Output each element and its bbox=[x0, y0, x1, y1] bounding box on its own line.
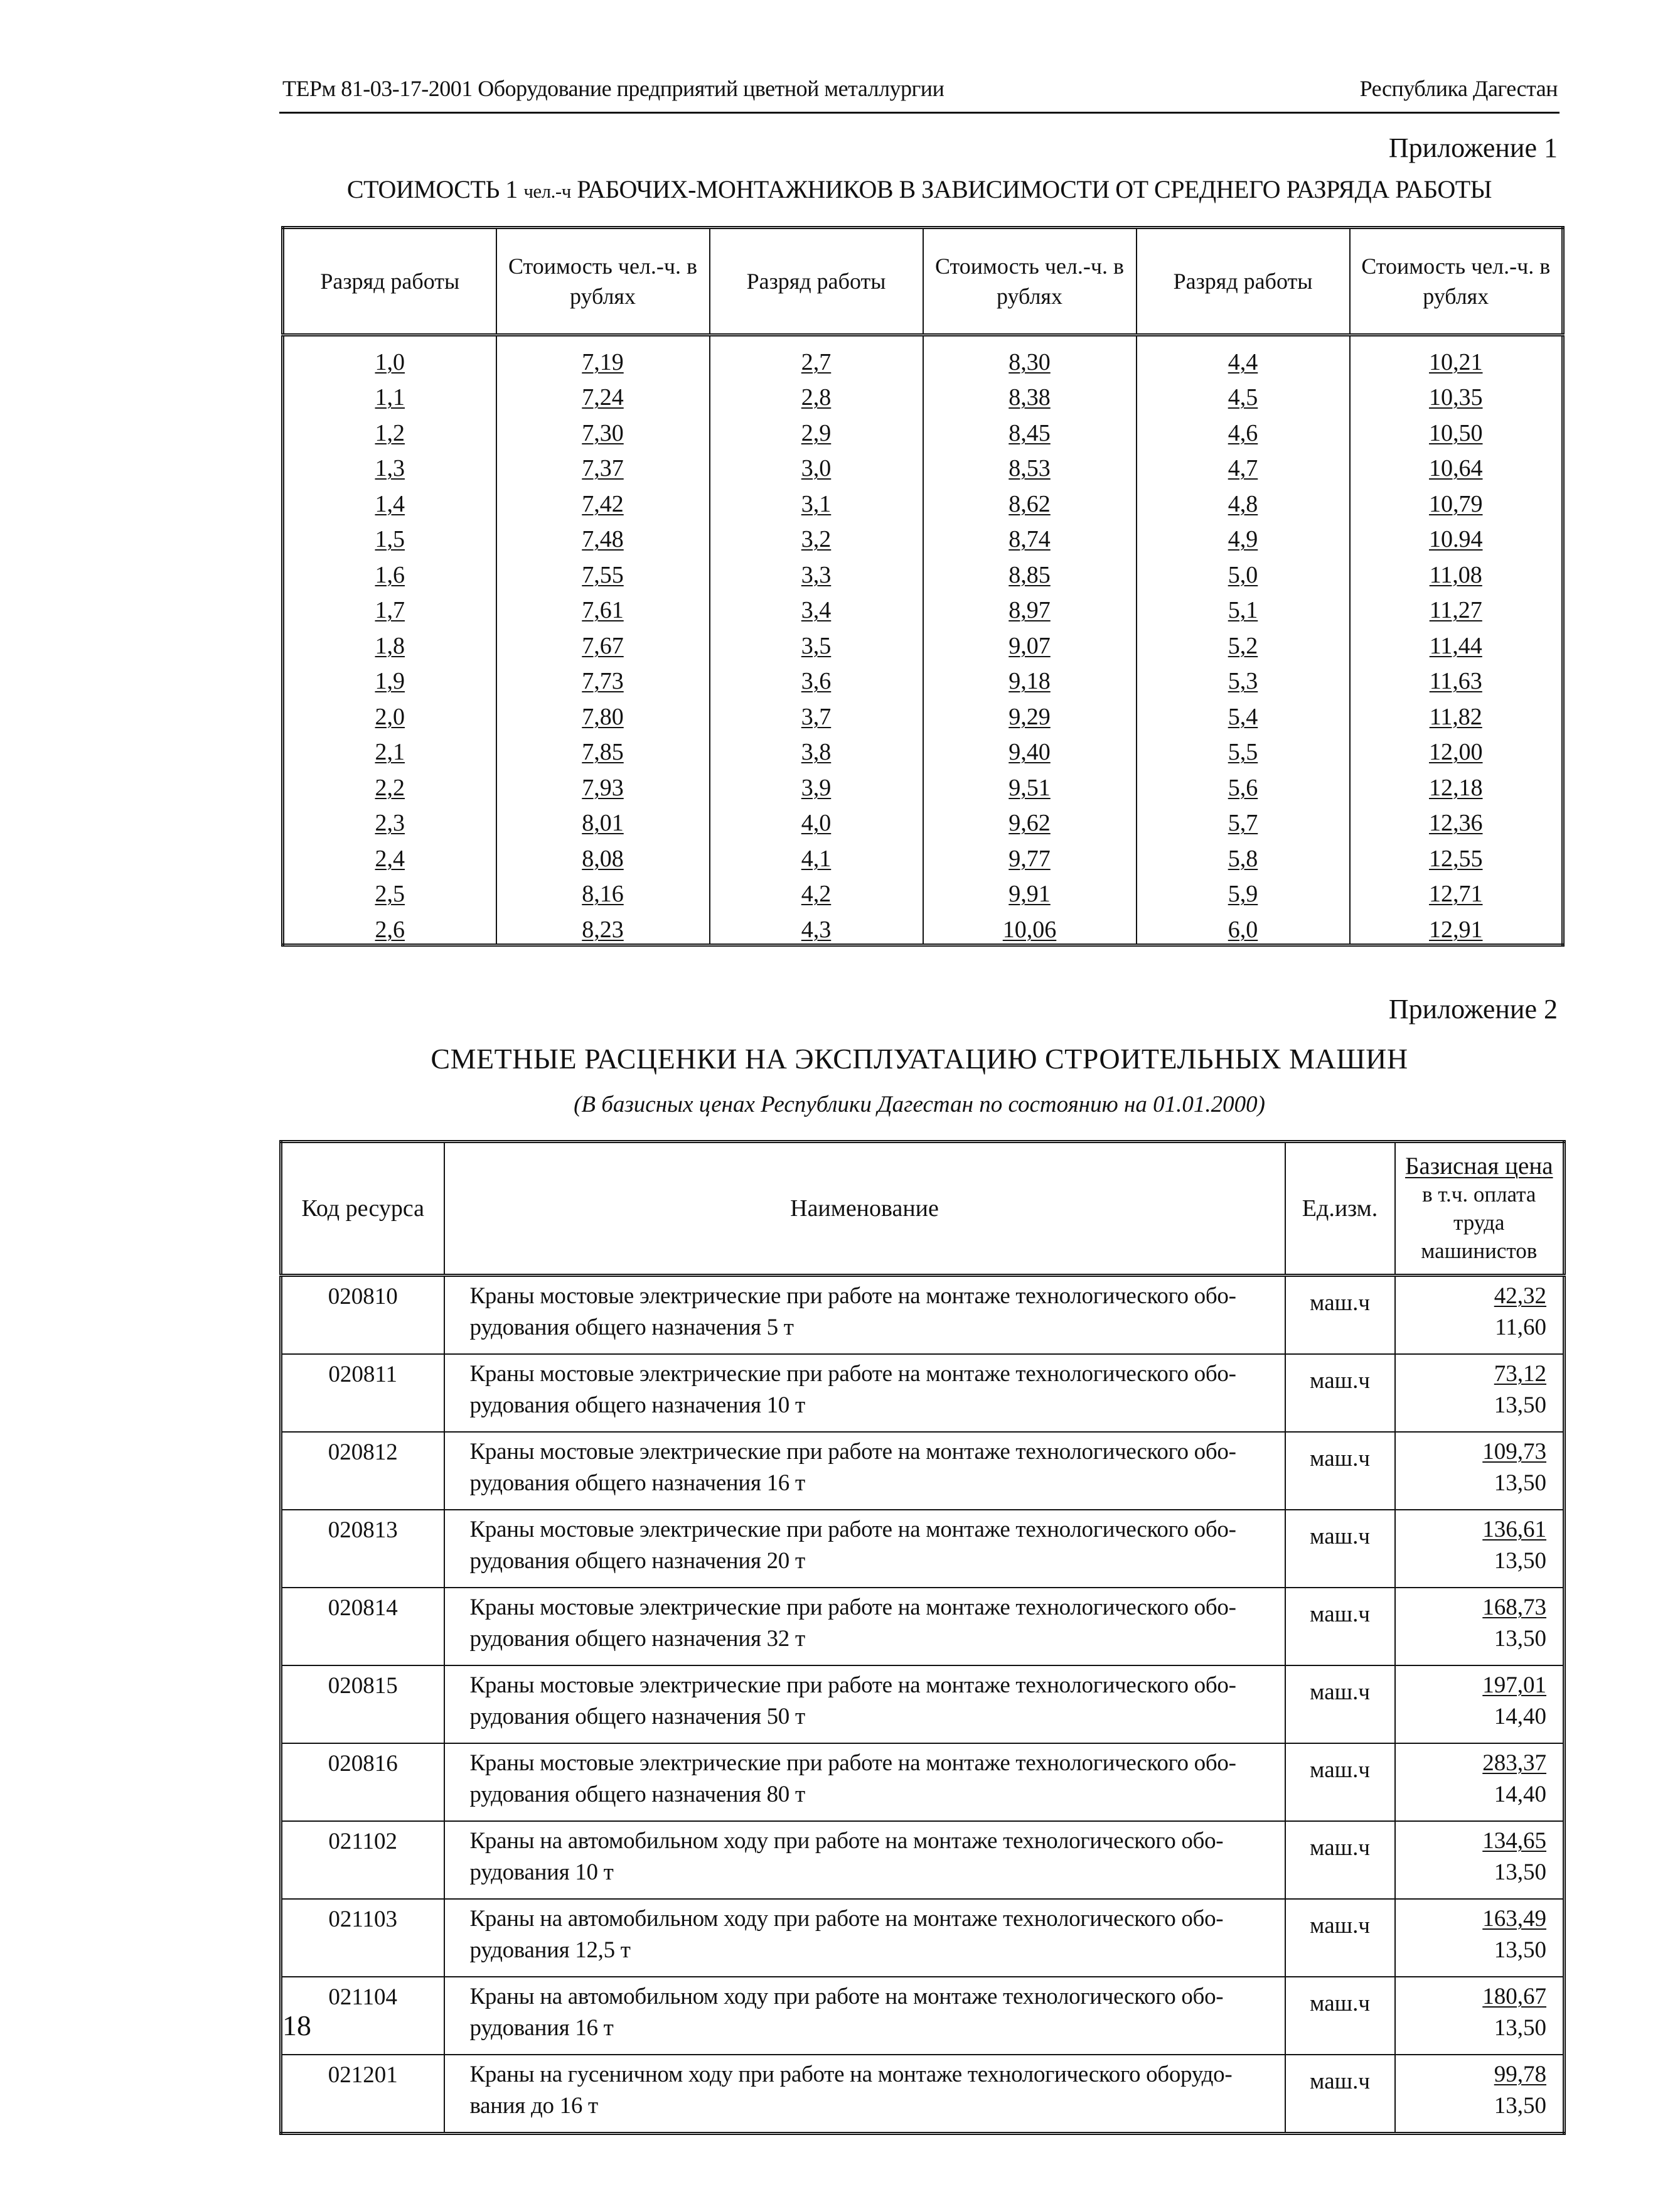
table-cell: 9,18 bbox=[923, 660, 1137, 696]
table-cell: 3,1 bbox=[710, 482, 923, 518]
resource-unit: маш.ч bbox=[1285, 2055, 1395, 2134]
resource-name: Краны мостовые электрические при работе на монтаже технологического обо- рудования общего назначения 80 т bbox=[444, 1743, 1285, 1821]
table-cell: 7,80 bbox=[496, 695, 710, 731]
table-row bbox=[283, 624, 1563, 660]
resource-price: 42,32 11,60 bbox=[1395, 1276, 1565, 1355]
table-cell: 8,30 bbox=[923, 335, 1137, 376]
table-row bbox=[283, 837, 1563, 873]
resource-code: 021103 bbox=[281, 1899, 444, 1977]
resource-code: 021102 bbox=[281, 1821, 444, 1899]
table-cell: 5,4 bbox=[1137, 695, 1350, 731]
table-cell: 5,5 bbox=[1137, 731, 1350, 766]
resource-code: 020811 bbox=[281, 1354, 444, 1432]
table-cell: 7,67 bbox=[496, 624, 710, 660]
table-row bbox=[283, 660, 1563, 696]
column-header: Разряд работы bbox=[283, 228, 496, 335]
table-cell: 8,53 bbox=[923, 447, 1137, 483]
annex2-label: Приложение 2 bbox=[1388, 994, 1558, 1024]
table-row bbox=[283, 335, 1563, 376]
table-cell: 5,3 bbox=[1137, 660, 1350, 696]
column-header-unit: Ед.изм. bbox=[1285, 1142, 1395, 1276]
table-row bbox=[283, 376, 1563, 412]
table-cell: 7,55 bbox=[496, 553, 710, 589]
table-row bbox=[281, 1977, 1565, 2055]
resource-name: Краны мостовые электрические при работе на монтаже технологического обо- рудования общего назначения 16 т bbox=[444, 1432, 1285, 1510]
table-cell: 5,9 bbox=[1137, 873, 1350, 908]
annex2-title: СМЕТНЫЕ РАСЦЕНКИ НА ЭКСПЛУАТАЦИЮ СТРОИТЕЛЬНЫХ МАШИН bbox=[431, 1043, 1408, 1075]
table-cell: 3,3 bbox=[710, 553, 923, 589]
table-row bbox=[281, 1665, 1565, 1743]
table-cell: 8,08 bbox=[496, 837, 710, 873]
table-cell: 4,8 bbox=[1137, 482, 1350, 518]
table-row bbox=[281, 2055, 1565, 2134]
resource-unit: маш.ч bbox=[1285, 1510, 1395, 1588]
resource-code: 020815 bbox=[281, 1665, 444, 1743]
table-row bbox=[283, 482, 1563, 518]
resource-price: 99,78 13,50 bbox=[1395, 2055, 1565, 2134]
table-cell: 5,8 bbox=[1137, 837, 1350, 873]
table-cell: 2,7 bbox=[710, 335, 923, 376]
table-row bbox=[283, 802, 1563, 837]
table-cell: 2,1 bbox=[283, 731, 496, 766]
table-cell: 12,55 bbox=[1350, 837, 1563, 873]
resource-name: Краны мостовые электрические при работе на монтаже технологического обо- рудования общего назначения 32 т bbox=[444, 1588, 1285, 1665]
table-row bbox=[281, 1743, 1565, 1821]
table-cell: 5,1 bbox=[1137, 589, 1350, 625]
table-cell: 12,91 bbox=[1350, 908, 1563, 945]
annex1-title: СТОИМОСТЬ 1 чел.-ч РАБОЧИХ-МОНТАЖНИКОВ В ЗАВИСИМОСТИ ОТ СРЕДНЕГО РАЗРЯДА РАБОТЫ bbox=[346, 175, 1492, 203]
table-cell: 8,38 bbox=[923, 376, 1137, 412]
table-cell: 1,9 bbox=[283, 660, 496, 696]
table-cell: 8,23 bbox=[496, 908, 710, 945]
table-cell: 1,5 bbox=[283, 518, 496, 554]
resource-unit: маш.ч bbox=[1285, 1588, 1395, 1665]
table-cell: 2,3 bbox=[283, 802, 496, 837]
table-cell: 9,51 bbox=[923, 766, 1137, 802]
resource-price: 163,49 13,50 bbox=[1395, 1899, 1565, 1977]
table-cell: 5,2 bbox=[1137, 624, 1350, 660]
running-header-title: ТЕРм 81-03-17-2001 Оборудование предприятий цветной металлургии bbox=[282, 76, 944, 101]
table-row bbox=[281, 1821, 1565, 1899]
table-row bbox=[283, 553, 1563, 589]
resource-code: 020816 bbox=[281, 1743, 444, 1821]
header-rule bbox=[279, 112, 1560, 114]
resource-unit: маш.ч bbox=[1285, 1276, 1395, 1355]
table-cell: 10,64 bbox=[1350, 447, 1563, 483]
table-cell: 2,5 bbox=[283, 873, 496, 908]
table-cell: 2,6 bbox=[283, 908, 496, 945]
table-row bbox=[281, 1354, 1565, 1432]
table-row bbox=[281, 1510, 1565, 1588]
table-cell: 7,61 bbox=[496, 589, 710, 625]
table-cell: 10,21 bbox=[1350, 335, 1563, 376]
resource-unit: маш.ч bbox=[1285, 1821, 1395, 1899]
table-row bbox=[281, 1432, 1565, 1510]
table-cell: 8,16 bbox=[496, 873, 710, 908]
table-cell: 9,91 bbox=[923, 873, 1137, 908]
table-cell: 8,74 bbox=[923, 518, 1137, 554]
table-cell: 2,2 bbox=[283, 766, 496, 802]
table-cell: 11,27 bbox=[1350, 589, 1563, 625]
table-cell: 1,8 bbox=[283, 624, 496, 660]
table-cell: 1,7 bbox=[283, 589, 496, 625]
column-header-price: Базисная цена в т.ч. оплата труда машинистов bbox=[1395, 1142, 1565, 1276]
table-cell: 7,93 bbox=[496, 766, 710, 802]
resource-unit: маш.ч bbox=[1285, 1743, 1395, 1821]
table-cell: 4,1 bbox=[710, 837, 923, 873]
resource-code: 021201 bbox=[281, 2055, 444, 2134]
resource-name: Краны мостовые электрические при работе на монтаже технологического обо- рудования общего назначения 10 т bbox=[444, 1354, 1285, 1432]
table-row bbox=[281, 1276, 1565, 1355]
table-cell: 11,82 bbox=[1350, 695, 1563, 731]
resource-price: 197,01 14,40 bbox=[1395, 1665, 1565, 1743]
table-cell: 8,97 bbox=[923, 589, 1137, 625]
resource-price: 73,12 13,50 bbox=[1395, 1354, 1565, 1432]
table-cell: 2,4 bbox=[283, 837, 496, 873]
table-cell: 7,19 bbox=[496, 335, 710, 376]
table-cell: 7,48 bbox=[496, 518, 710, 554]
table-cell: 1,3 bbox=[283, 447, 496, 483]
table-cell: 7,24 bbox=[496, 376, 710, 412]
table-cell: 7,85 bbox=[496, 731, 710, 766]
table-row bbox=[283, 695, 1563, 731]
table-cell: 4,7 bbox=[1137, 447, 1350, 483]
table-row bbox=[281, 1588, 1565, 1665]
table-cell: 3,8 bbox=[710, 731, 923, 766]
column-header-name: Наименование bbox=[444, 1142, 1285, 1276]
resource-price: 136,61 13,50 bbox=[1395, 1510, 1565, 1588]
column-header: Разряд работы bbox=[710, 228, 923, 335]
resource-name: Краны на автомобильном ходу при работе на монтаже технологического обо- рудования 10 т bbox=[444, 1821, 1285, 1899]
table-cell: 10,35 bbox=[1350, 376, 1563, 412]
resource-unit: маш.ч bbox=[1285, 1977, 1395, 2055]
table-cell: 4,4 bbox=[1137, 335, 1350, 376]
running-header-region: Республика Дагестан bbox=[1359, 76, 1558, 101]
table-cell: 3,4 bbox=[710, 589, 923, 625]
column-header: Стоимость чел.-ч. в рублях bbox=[496, 228, 710, 335]
table-cell: 2,8 bbox=[710, 376, 923, 412]
table-cell: 7,30 bbox=[496, 411, 710, 447]
table-cell: 3,2 bbox=[710, 518, 923, 554]
table-row bbox=[283, 731, 1563, 766]
table-cell: 8,01 bbox=[496, 802, 710, 837]
table-row bbox=[283, 766, 1563, 802]
table-cell: 11,08 bbox=[1350, 553, 1563, 589]
table-cell: 8,45 bbox=[923, 411, 1137, 447]
table-cell: 10,06 bbox=[923, 908, 1137, 945]
column-header: Стоимость чел.-ч. в рублях bbox=[923, 228, 1137, 335]
resource-price: 180,67 13,50 bbox=[1395, 1977, 1565, 2055]
annex1-label: Приложение 1 bbox=[1388, 132, 1558, 163]
table-header-row bbox=[281, 1142, 1565, 1276]
table-cell: 4,3 bbox=[710, 908, 923, 945]
resource-code: 020812 bbox=[281, 1432, 444, 1510]
table-cell: 8,62 bbox=[923, 482, 1137, 518]
table-cell: 11,44 bbox=[1350, 624, 1563, 660]
resource-unit: маш.ч bbox=[1285, 1899, 1395, 1977]
table-cell: 5,0 bbox=[1137, 553, 1350, 589]
column-header: Разряд работы bbox=[1137, 228, 1350, 335]
table-cell: 2,0 bbox=[283, 695, 496, 731]
resource-price: 109,73 13,50 bbox=[1395, 1432, 1565, 1510]
resource-unit: маш.ч bbox=[1285, 1354, 1395, 1432]
table-cell: 9,40 bbox=[923, 731, 1137, 766]
resource-unit: маш.ч bbox=[1285, 1432, 1395, 1510]
resource-name: Краны на автомобильном ходу при работе на монтаже технологического обо- рудования 12,5 т bbox=[444, 1899, 1285, 1977]
table-cell: 3,7 bbox=[710, 695, 923, 731]
table-cell: 4,2 bbox=[710, 873, 923, 908]
resource-code: 020810 bbox=[281, 1276, 444, 1355]
resource-name: Краны на гусеничном ходу при работе на монтаже технологического оборудо- вания до 16 т bbox=[444, 2055, 1285, 2134]
resource-unit: маш.ч bbox=[1285, 1665, 1395, 1743]
table-cell: 3,9 bbox=[710, 766, 923, 802]
table-cell: 4,9 bbox=[1137, 518, 1350, 554]
resource-price: 168,73 13,50 bbox=[1395, 1588, 1565, 1665]
table-cell: 8,85 bbox=[923, 553, 1137, 589]
table-cell: 9,62 bbox=[923, 802, 1137, 837]
column-header-code: Код ресурса bbox=[281, 1142, 444, 1276]
table-cell: 9,29 bbox=[923, 695, 1137, 731]
table-cell: 10,50 bbox=[1350, 411, 1563, 447]
table-cell: 7,73 bbox=[496, 660, 710, 696]
resource-name: Краны мостовые электрические при работе на монтаже технологического обо- рудования общего назначения 50 т bbox=[444, 1665, 1285, 1743]
table-cell: 12,18 bbox=[1350, 766, 1563, 802]
table-cell: 4,5 bbox=[1137, 376, 1350, 412]
resource-price: 134,65 13,50 bbox=[1395, 1821, 1565, 1899]
table-cell: 3,5 bbox=[710, 624, 923, 660]
table-cell: 3,0 bbox=[710, 447, 923, 483]
page-number: 18 bbox=[282, 2009, 311, 2041]
table-cell: 7,42 bbox=[496, 482, 710, 518]
resource-code: 020813 bbox=[281, 1510, 444, 1588]
table-cell: 4,0 bbox=[710, 802, 923, 837]
table-cell: 3,6 bbox=[710, 660, 923, 696]
resource-name: Краны на автомобильном ходу при работе на монтаже технологического обо- рудования 16 т bbox=[444, 1977, 1285, 2055]
table-cell: 1,1 bbox=[283, 376, 496, 412]
table-header-row bbox=[283, 228, 1563, 335]
table-cell: 1,0 bbox=[283, 335, 496, 376]
table-cell: 11,63 bbox=[1350, 660, 1563, 696]
table-cell: 9,07 bbox=[923, 624, 1137, 660]
table-row bbox=[283, 589, 1563, 625]
resource-name: Краны мостовые электрические при работе на монтаже технологического обо- рудования общего назначения 20 т bbox=[444, 1510, 1285, 1588]
resource-price: 283,37 14,40 bbox=[1395, 1743, 1565, 1821]
resource-code: 021104 bbox=[281, 1977, 444, 2055]
annex2-subtitle: (В базисных ценах Республики Дагестан по состоянию на 01.01.2000) bbox=[574, 1092, 1265, 1117]
table-cell: 9,77 bbox=[923, 837, 1137, 873]
table-cell: 1,6 bbox=[283, 553, 496, 589]
table-row bbox=[281, 1899, 1565, 1977]
resource-code: 020814 bbox=[281, 1588, 444, 1665]
table-row bbox=[283, 908, 1563, 945]
table-row bbox=[283, 447, 1563, 483]
wage-rate-table bbox=[281, 226, 1565, 947]
table-cell: 2,9 bbox=[710, 411, 923, 447]
table-cell: 7,37 bbox=[496, 447, 710, 483]
table-cell: 12,71 bbox=[1350, 873, 1563, 908]
table-cell: 12,36 bbox=[1350, 802, 1563, 837]
table-cell: 4,6 bbox=[1137, 411, 1350, 447]
column-header: Стоимость чел.-ч. в рублях bbox=[1350, 228, 1563, 335]
table-row bbox=[283, 411, 1563, 447]
table-cell: 1,2 bbox=[283, 411, 496, 447]
table-cell: 10.94 bbox=[1350, 518, 1563, 554]
machine-rates-table bbox=[279, 1140, 1566, 2135]
table-cell: 5,6 bbox=[1137, 766, 1350, 802]
table-cell: 6,0 bbox=[1137, 908, 1350, 945]
table-row bbox=[283, 518, 1563, 554]
table-cell: 1,4 bbox=[283, 482, 496, 518]
table-cell: 10,79 bbox=[1350, 482, 1563, 518]
table-cell: 5,7 bbox=[1137, 802, 1350, 837]
resource-name: Краны мостовые электрические при работе на монтаже технологического обо- рудования общего назначения 5 т bbox=[444, 1276, 1285, 1355]
table-row bbox=[283, 873, 1563, 908]
table-cell: 12,00 bbox=[1350, 731, 1563, 766]
